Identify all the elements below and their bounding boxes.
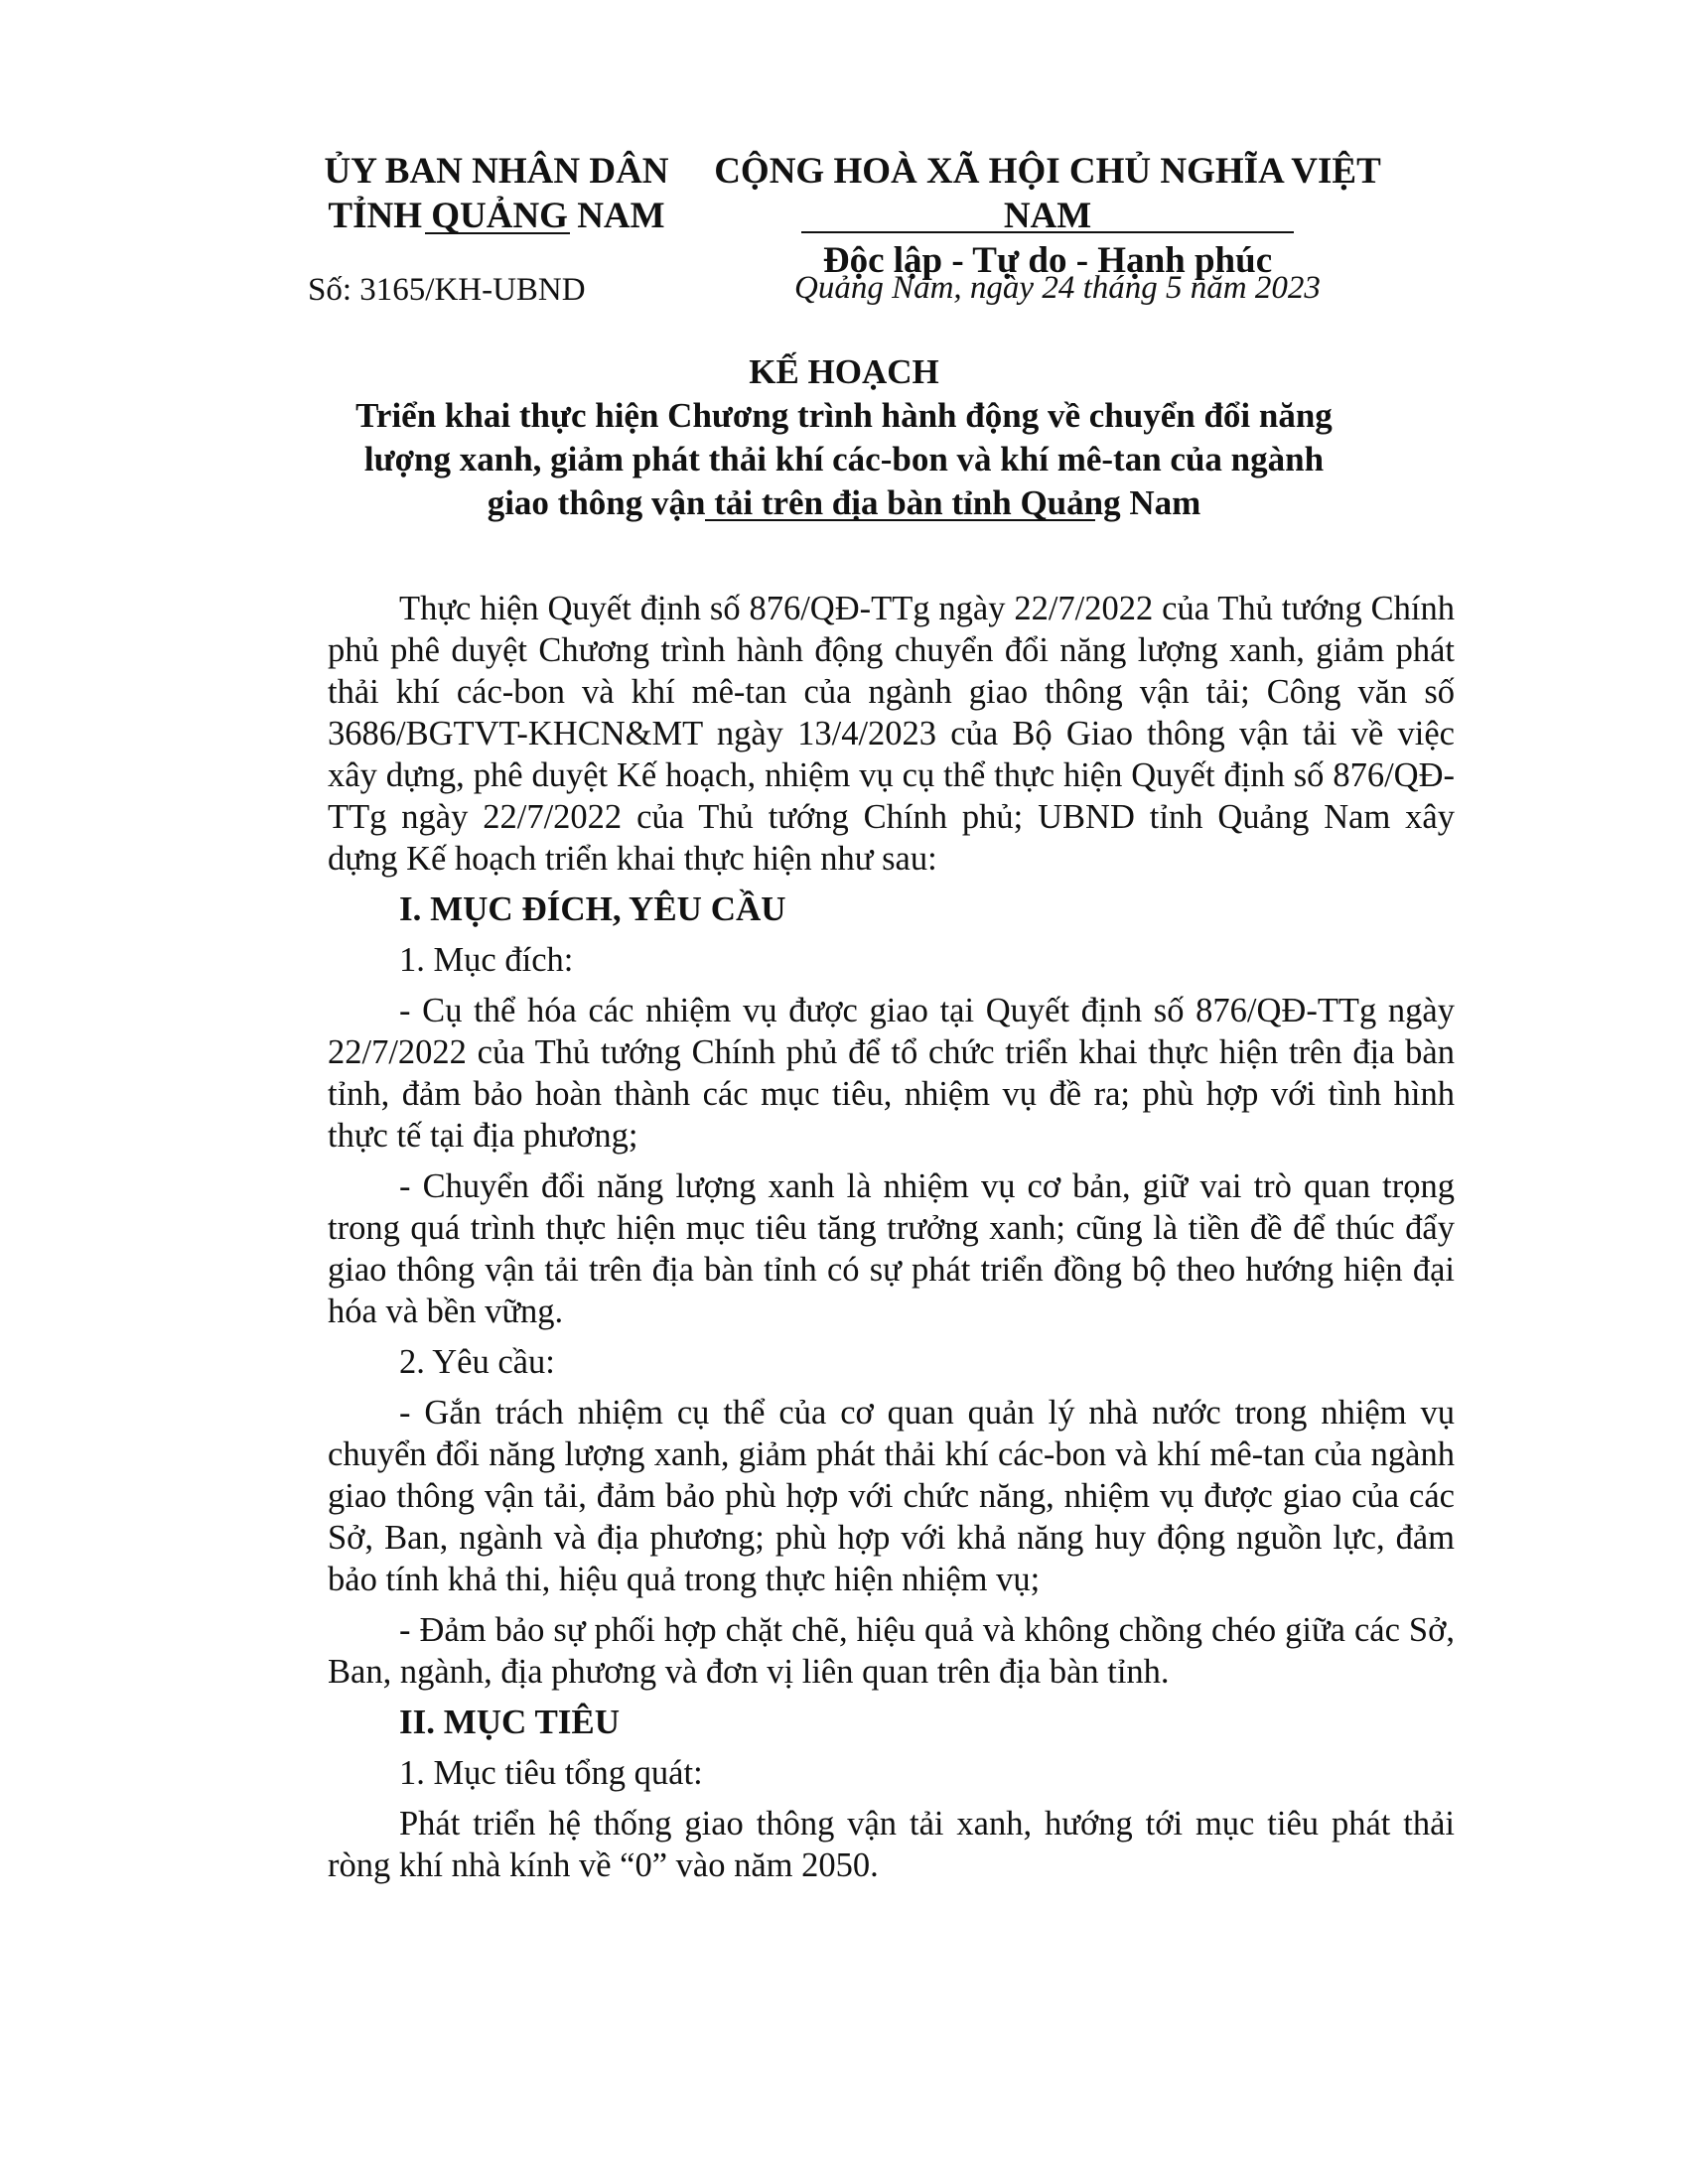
agency-line-2: TỈNH QUẢNG NAM [328,196,665,236]
paragraph-general-goal: Phát triển hệ thống giao thông vận tải xanh, hướng tới mục tiêu phát thải ròng khí nhà kính về “0” vào năm 2050. [328,1805,1455,1884]
subheading-purpose: 1. Mục đích: [399,941,574,979]
document-number: Số: 3165/KH-UBND [308,272,586,308]
subheading-general-goal: 1. Mục tiêu tổng quát: [399,1754,703,1792]
intro-paragraph: Thực hiện Quyết định số 876/QĐ-TTg ngày 22/7/2022 của Thủ tướng Chính phủ phê duyệt Chương trình hành động chuyển đổi năng lượng xanh, giảm phát thải khí các-bon và khí mê-tan của ngành giao thông vận tải; Công văn số 3686/BGTVT-KHCN&MT ngày 13/4/2023 của Bộ Giao thông vận tải về việc xây dựng, phê duyệt Kế hoạch, nhiệm vụ cụ thể thực hiện Quyết định số 876/QĐ-TTg ngày 22/7/2022 của Thủ tướng Chính phủ; UBND tỉnh Quảng Nam xây dựng Kế hoạch triển khai thực hiện như sau: [328,590,1455,878]
subheading-requirements: 2. Yêu cầu: [399,1343,555,1381]
place-and-date: Quảng Nam, ngày 24 tháng 5 năm 2023 [794,270,1321,306]
document-body [328,588,1455,1895]
document-subtitle: Triển khai thực hiện Chương trình hành động về chuyển đổi năng lượng xanh, giảm phát thải khí các-bon và khí mê-tan của ngành giao thông vận tải trên địa bàn tỉnh Quảng Nam [355,396,1333,522]
document-title: KẾ HOẠCH [749,352,939,391]
paragraph-requirement-1: - Gắn trách nhiệm cụ thể của cơ quan quản lý nhà nước trong nhiệm vụ chuyển đổi năng lượng xanh, giảm phát thải khí các-bon và khí mê-tan của ngành giao thông vận tải, đảm bảo phù hợp với chức năng, nhiệm vụ được giao của các Sở, Ban, ngành và địa phương; phù hợp với khả năng huy động nguồn lực, đảm bảo tính khả thi, hiệu quả trong thực hiện nhiệm vụ; [328,1394,1455,1598]
section-heading-2: II. MỤC TIÊU [399,1703,621,1741]
nation-line-2: Độc lập - Tự do - Hạnh phúc [822,240,1273,281]
national-motto [685,149,1410,283]
agency-line-1: ỦY BAN NHÂN DÂN [324,151,669,192]
paragraph-purpose-1: - Cụ thể hóa các nhiệm vụ được giao tại Quyết định số 876/QĐ-TTg ngày 22/7/2022 của Thủ tướng Chính phủ để tổ chức triển khai thực hiện trên địa bàn tỉnh, đảm bảo hoàn thành các mục tiêu, nhiệm vụ đề ra; phù hợp với tình hình thực tế tại địa phương; [328,992,1455,1155]
section-heading-1: I. MỤC ĐÍCH, YÊU CẦU [399,889,786,928]
paragraph-requirement-2: - Đảm bảo sự phối hợp chặt chẽ, hiệu quả và không chồng chéo giữa các Sở, Ban, ngành, địa phương và đơn vị liên quan trên địa bàn tỉnh. [328,1611,1455,1691]
issuing-agency [298,149,695,238]
nation-line-1: CỘNG HOÀ XÃ HỘI CHỦ NGHĨA VIỆT NAM [714,151,1381,236]
agency-underline [425,232,570,234]
paragraph-purpose-2: - Chuyển đổi năng lượng xanh là nhiệm vụ cơ bản, giữ vai trò quan trọng trong quá trình thực hiện mục tiêu tăng trưởng xanh; cũng là tiền đề để thúc đẩy giao thông vận tải trên địa bàn tỉnh có sự phát triển đồng bộ theo hướng hiện đại hóa và bền vững. [328,1167,1455,1330]
motto-underline [801,231,1294,233]
title-underline [705,519,1095,521]
